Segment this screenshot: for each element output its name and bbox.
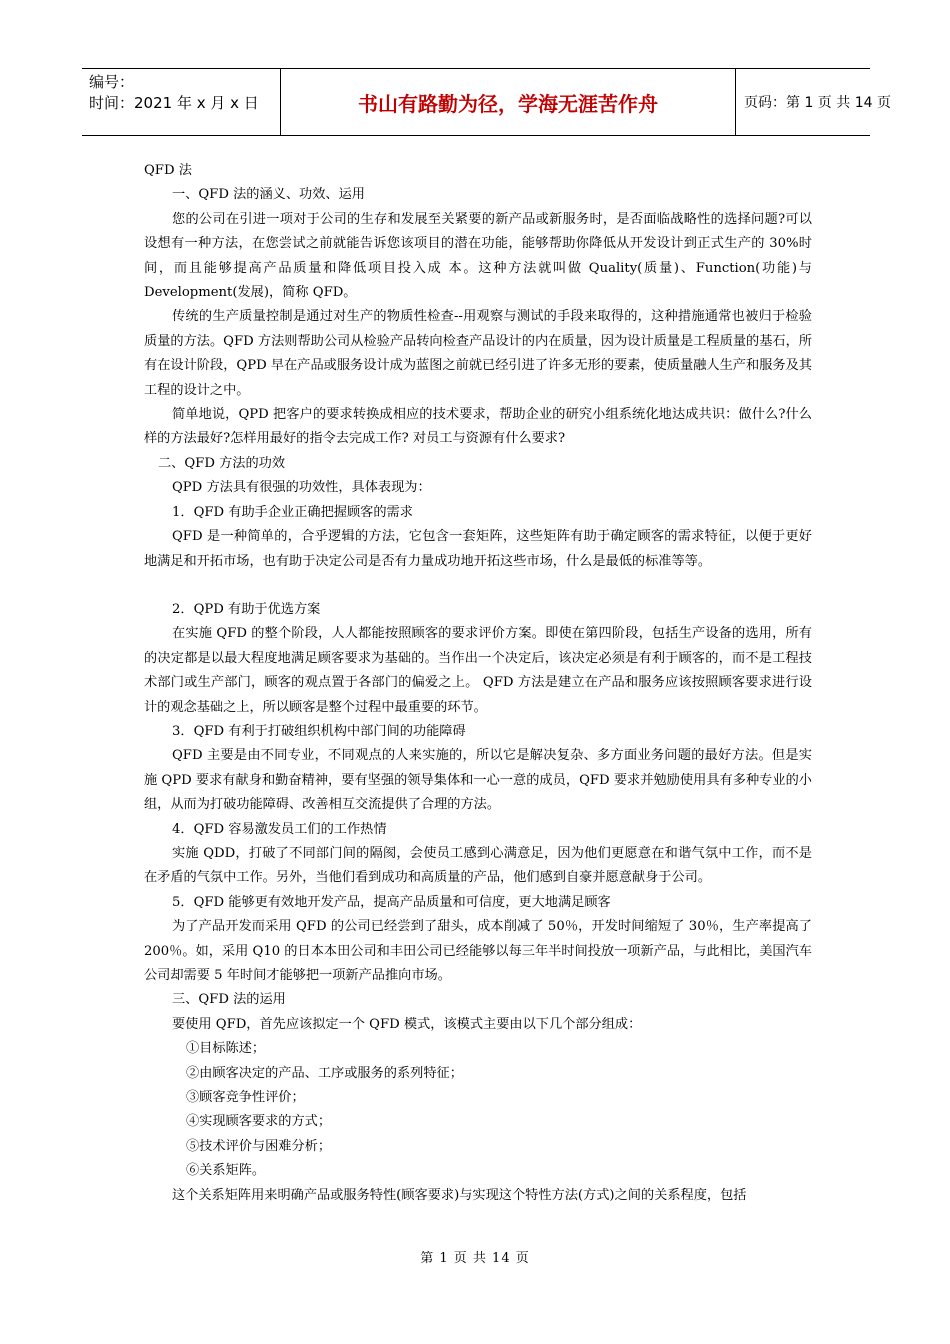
list-item: ⑥关系矩阵。 — [186, 1163, 266, 1179]
header-page-info: 页码：第 1 页 共 14 页 — [744, 95, 891, 111]
paragraph: 简单地说，QPD 把客户的要求转换成相应的技术要求，帮助企业的研究小组系统化地达成共识：做什么?什么样的方法最好?怎样用最好的指令去完成工作? 对员工与资源有什么要求? — [144, 407, 812, 447]
paragraph: 实施 QDD，打破了不同部门间的隔阂，会使员工感到心满意足，因为他们更愿意在和谐气氛中工作，而不是在矛盾的气氛中工作。另外，当他们看到成功和高质量的产品，他们感到自豪并愿意献身于公司。 — [144, 845, 812, 886]
header-meta-cell — [82, 69, 281, 135]
section-2-heading: 二、QFD 方法的功效 — [158, 455, 286, 471]
doc-title: QFD 法 — [144, 163, 192, 178]
list-item: ②由顾客决定的产品、工序或服务的系列特征； — [186, 1065, 463, 1081]
header-table — [82, 68, 891, 136]
list-item: ⑤技术评价与困难分析； — [186, 1138, 332, 1154]
paragraph: 在实施 QFD 的整个阶段，人人都能按照顾客的要求评价方案。即使在第四阶段，包括生产设备的选用，所有的决定都是以最大程度地满足顾客要求为基础的。当作出一个决定后，该决定必须是有利于顾客的，而不是工程技术部门或生产部门，顾客的观点置于各部门的偏爱之上。 QFD 方法是建立在产品和服务应该按照顾客要求进行设计的观念基础之上，所以顾客是整个过程中最重要的环节。 — [144, 626, 812, 715]
paragraph: QFD 主要是由不同专业，不同观点的人来实施的，所以它是解决复杂、多方面业务问题的最好方法。但是实施 QPD 要求有献身和勤奋精神，要有坚强的领导集体和一心一意的成员，QFD 要求并勉励使用具有多种专业的小组，从而为打破功能障碍、改善相互交流提供了合理的方法。 — [144, 748, 812, 813]
paragraph: QPD 方法具有很强的功效性，具体表现为： — [172, 480, 431, 496]
list-item: ①目标陈述； — [186, 1041, 266, 1057]
paragraph: 传统的生产质量控制是通过对生产的物质性检查--用观察与测试的手段来取得的，这种措施通常也被归于检验质量的方法。QFD 方法则帮助公司从检验产品转向检查产品设计的内在质量，因为设计质量是工程质量的基石，所有在设计阶段，QPD 早在产品或服务设计成为蓝图之前就已经引进了许多无形的要素，使质量融人生产和服务及其工程的设计之中。 — [144, 309, 812, 398]
document-body — [144, 159, 812, 1208]
paragraph: 为了产品开发而采用 QFD 的公司已经尝到了甜头，成本削减了 50％，开发时间缩短了 30％，生产率提高了 200％。如，采用 Q10 的日本本田公司和丰田公司已经能够以每三年半时间投放一项新产品，与此相比，美国汽车公司却需要 5 年时间才能够把一项新产品推向市场。 — [144, 919, 812, 983]
paragraph: 这个关系矩阵用来明确产品或服务特性(顾客要求)与实现这个特性方法(方式)之间的关系程度，包括 — [172, 1187, 747, 1203]
paragraph: 要使用 QFD，首先应该拟定一个 QFD 模式，该模式主要由以下几个部分组成： — [172, 1016, 642, 1032]
section-3-heading: 三、QFD 法的运用 — [172, 992, 286, 1008]
subsection-heading: 5．QFD 能够更有效地开发产品，提高产品质量和可信度，更大地满足顾客 — [172, 894, 611, 910]
section-1-heading: 一、QFD 法的涵义、功效、运用 — [172, 187, 365, 203]
doc-number-label: 编号： — [89, 73, 135, 91]
paragraph: 您的公司在引进一项对于公司的生存和发展至关紧要的新产品或新服务时，是否面临战略性的选择问题?可以设想有一种方法，在您尝试之前就能告诉您该项目的潜在功能，能够帮助你降低从开发设计到正式生产的 30%时间，而且能够提高产品质量和降低项目投入成 本。这种方法就叫做 Quality(质量)、Function(功能)与 Development(发展)，简称 QFD。 — [144, 211, 812, 301]
subsection-heading: 1．QFD 有助手企业正确把握顾客的需求 — [172, 504, 413, 520]
header-motto: 书山有路勤为径，学海无涯苦作舟 — [281, 69, 736, 135]
subsection-heading: 3．QFD 有利于打破组织机构中部门间的功能障碍 — [172, 723, 466, 739]
list-item: ③顾客竞争性评价； — [186, 1090, 305, 1106]
paragraph: QFD 是一种简单的，合乎逻辑的方法，它包含一套矩阵，这些矩阵有助于确定顾客的需求特征，以便于更好地满足和开拓市场，也有助于决定公司是否有力量成功地开拓这些市场，什么是最低的标准等等。 — [144, 529, 812, 569]
doc-time-label: 时间：2021 年 x 月 x 日 — [89, 94, 259, 112]
subsection-heading: 2．QPD 有助于优选方案 — [172, 601, 321, 617]
list-item: ④实现顾客要求的方式； — [186, 1114, 332, 1130]
spacer — [144, 574, 812, 598]
page-footer: 第 1 页 共 14 页 — [420, 1251, 530, 1266]
subsection-heading: 4．QFD 容易激发员工们的工作热情 — [172, 821, 387, 837]
